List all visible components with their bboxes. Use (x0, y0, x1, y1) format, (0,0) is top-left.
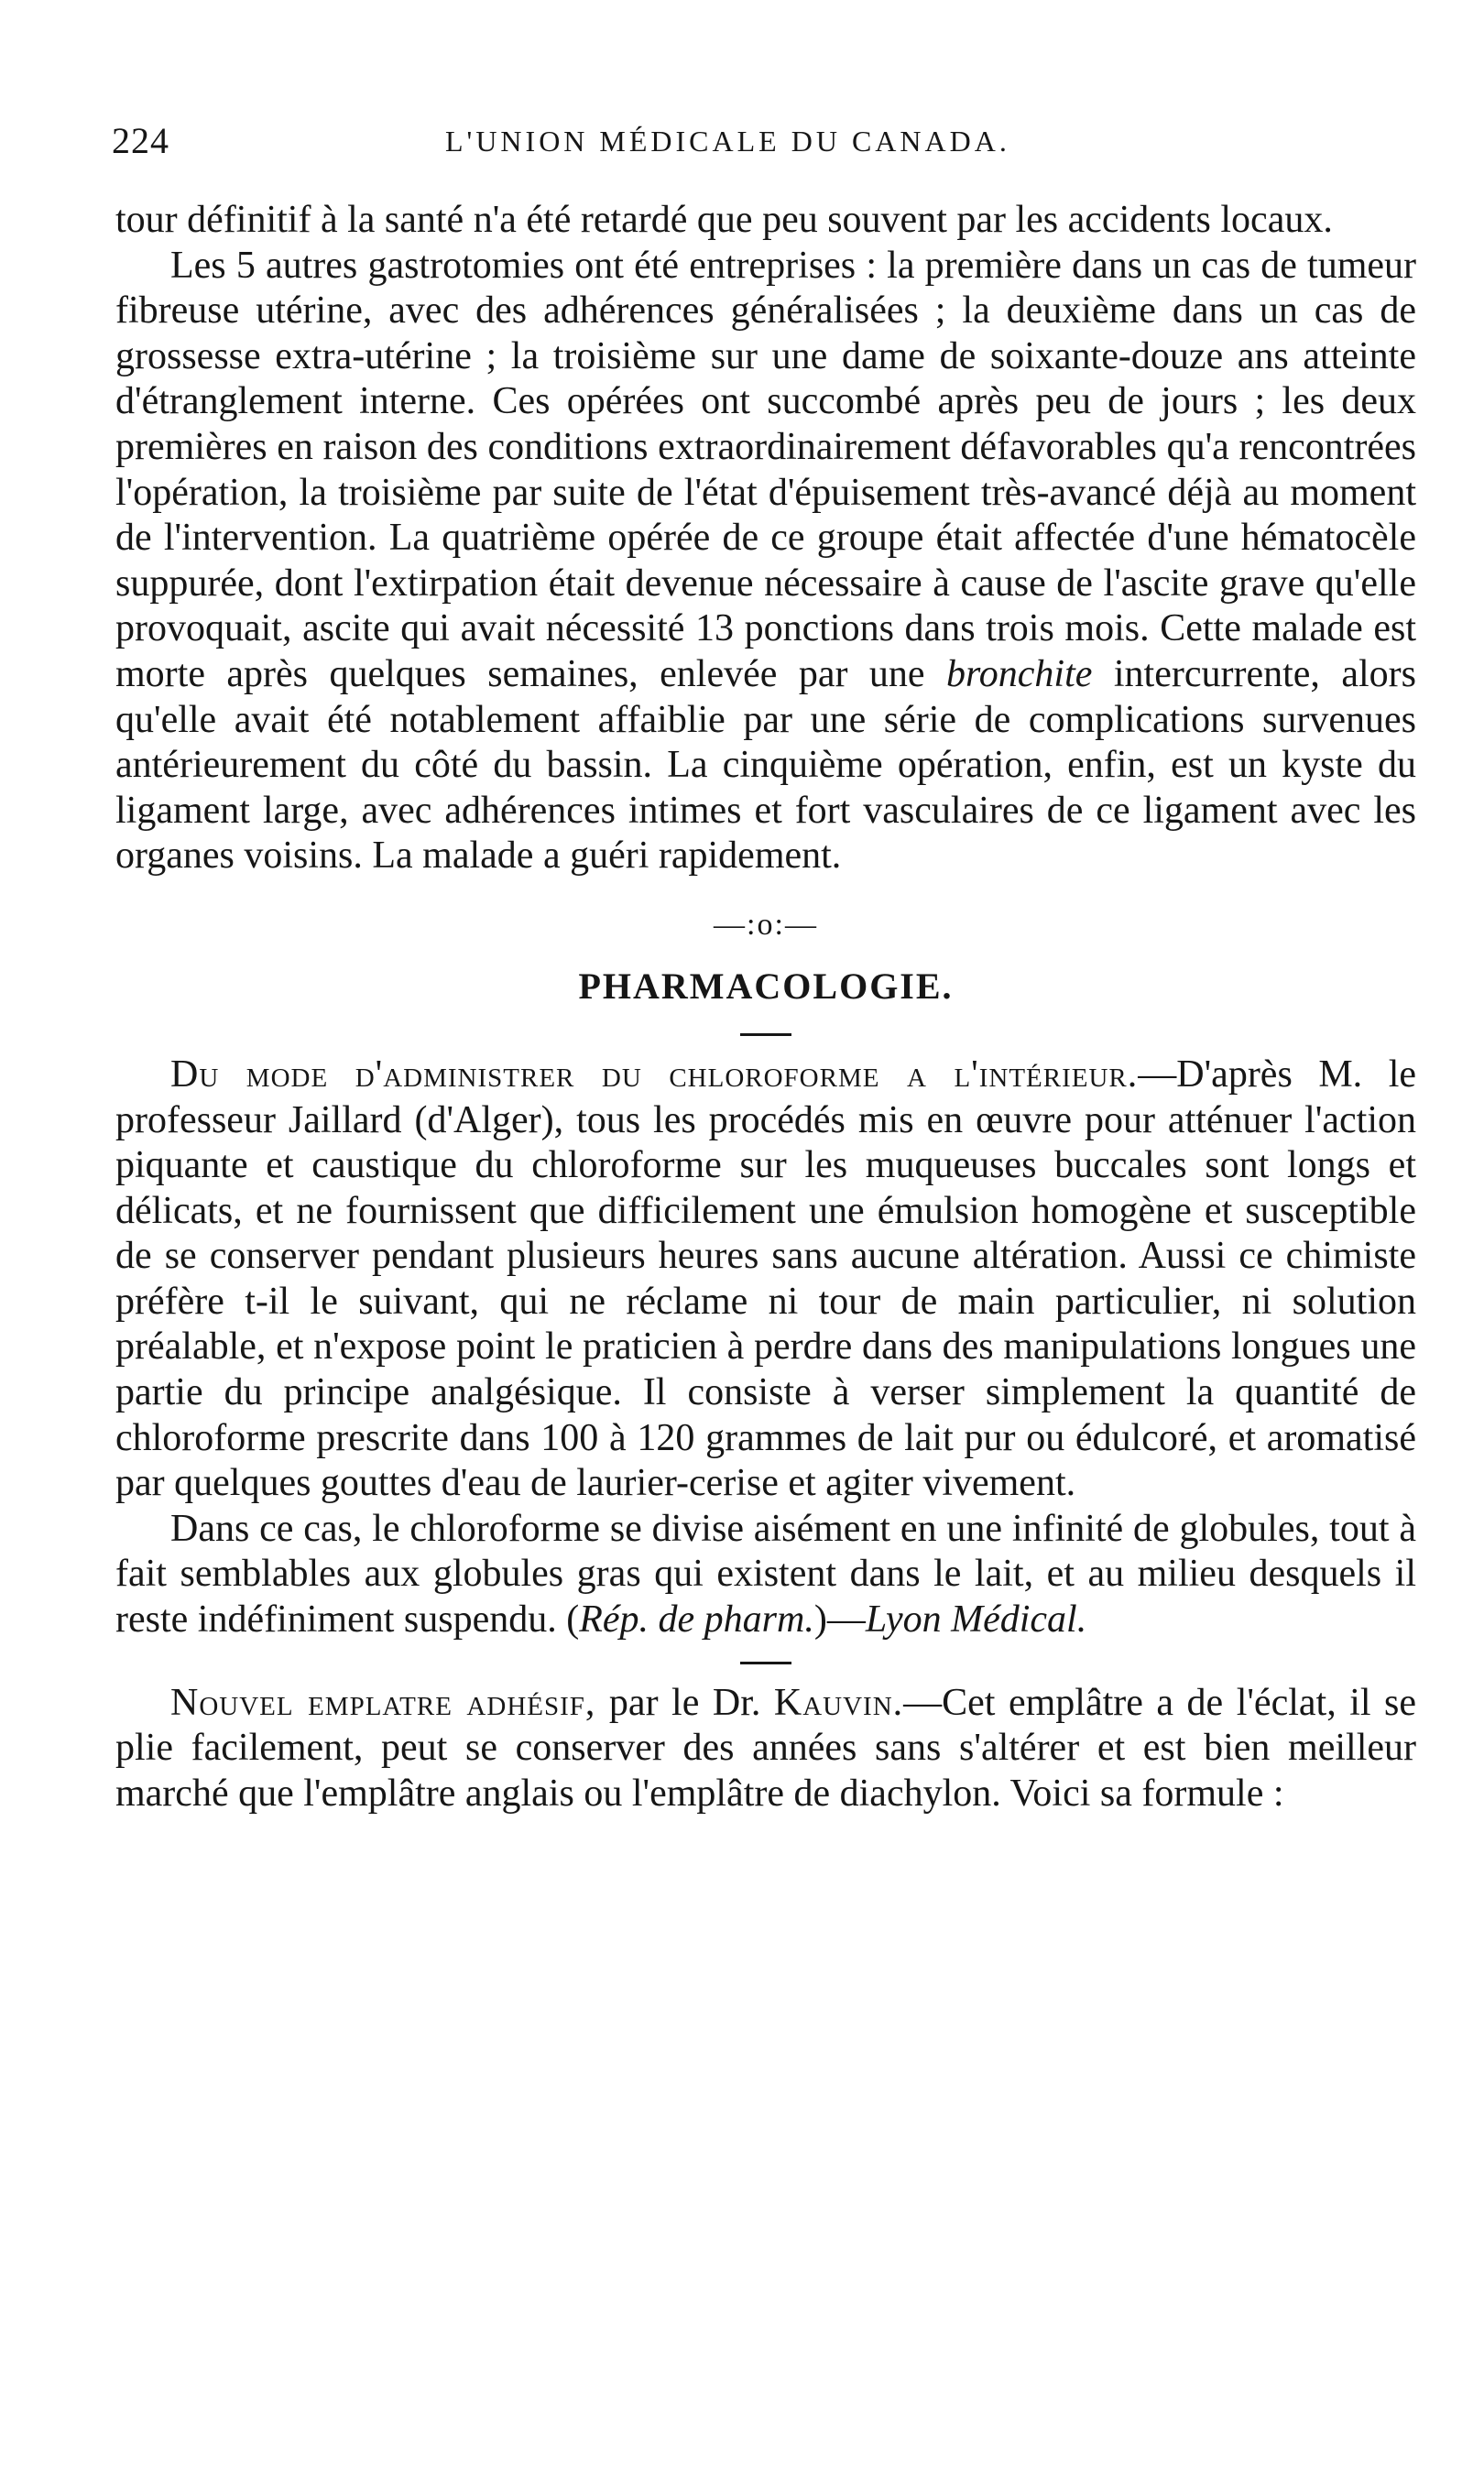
title-rule (740, 1033, 791, 1036)
citation-reference: Rép. de pharm. (579, 1598, 814, 1642)
author-prefix: par le Dr. (608, 1681, 761, 1724)
paragraph-text: —D'après M. le professeur Jaillard (d'Alger), tous les procédés mis en œuvre pour atténuer l'action piquante et caustique du chloroforme sur les muqueuses buccales sont longs et délicats, et ne fournissent que difficilement une émulsion homogène et susceptible de se conserver pendant plusieurs heures sans aucune altération. Aussi ce chimiste préfère t-il le suivant, qui ne réclame ni tour de main particulier, ni solution préalable, et n'expose point le praticien à perdre dans des manipulations longues une partie du principe analgésique. Il consiste à verser simplement la quantité de chloroforme prescrite dans 100 à 120 grammes de lait pur ou édulcoré, et aromatisé par quelques gouttes d'eau de laurier-cerise et agiter vivement. (115, 1053, 1416, 1505)
article-body (115, 198, 1416, 1816)
article-rule (740, 1662, 791, 1664)
paragraph-text: intercurrente, alors qu'elle avait été notablement affaiblie par une série de complications survenues antérieurement du côté du bassin. La cinquième opération, enfin, est un kyste du ligament large, avec adhérences intimes et fort vasculaires de ce ligament avec les organes voisins. La malade a guéri rapidement. (115, 652, 1416, 878)
running-head (112, 119, 1416, 174)
italic-term: bronchite (946, 652, 1093, 695)
page-number: 224 (112, 120, 169, 161)
paragraph-text: Dans ce cas, le chloroforme se divise aisément en une infinité de globules, tout à fait semblables aux globules gras qui existent dans le lait, et au milieu desquels il reste indéfiniment suspendu. ( (115, 1507, 1416, 1642)
paragraph-text: Les 5 autres gastrotomies ont été entreprises : la première dans un cas de tumeur fibreuse utérine, avec des adhérences généralisées ; la deuxième dans un cas de grossesse extra-utérine ; la troisième sur une dame de soixante-douze ans atteinte d'étranglement interne. Ces opérées ont succombé après peu de jours ; les deux premières en raison des conditions extraordinairement défavorables qu'a rencontrées l'opération, la troisième par suite de l'état d'épuisement très-avancé déjà au moment de l'intervention. La quatrième opérée de ce groupe était affectée d'une hématocèle suppurée, dont l'extirpation était devenue nécessaire à cause de l'ascite grave qu'elle provoquait, ascite qui avait nécessité 13 ponctions dans trois mois. Cette malade est morte après quelques semaines, enlevée par une (115, 244, 1416, 695)
citation-source: Lyon Médical. (865, 1598, 1087, 1642)
paragraph-globules (115, 1507, 1416, 1643)
section-title: PHARMACOLOGIE. (578, 965, 954, 1007)
article-heading: Du mode d'administrer du chloroforme a l'intérieur. (170, 1053, 1139, 1096)
journal-title: L'UNION MÉDICALE DU CANADA. (445, 125, 1010, 158)
paragraph-chloroforme (115, 1053, 1416, 1507)
article-heading: Nouvel emplatre adhésif, (170, 1681, 596, 1724)
paragraph-emplatre (115, 1681, 1416, 1817)
section-separator: —:o:— (714, 907, 818, 942)
paragraph-text: tour définitif à la santé n'a été retardé que peu souvent par les accidents locaux. (115, 199, 1333, 241)
paragraph-gastrotomies (115, 244, 1416, 879)
citation-separator: )— (813, 1598, 866, 1642)
paragraph-text: —Cet emplâtre a de l'éclat, il se plie facilement, peut se conserver des années sans s'altérer et est bien meilleur marché que l'emplâtre anglais ou l'emplâtre de diachylon. Voici sa formule : (115, 1681, 1417, 1815)
paragraph-continuation (115, 198, 1416, 244)
author-name: Kauvin. (773, 1681, 904, 1724)
